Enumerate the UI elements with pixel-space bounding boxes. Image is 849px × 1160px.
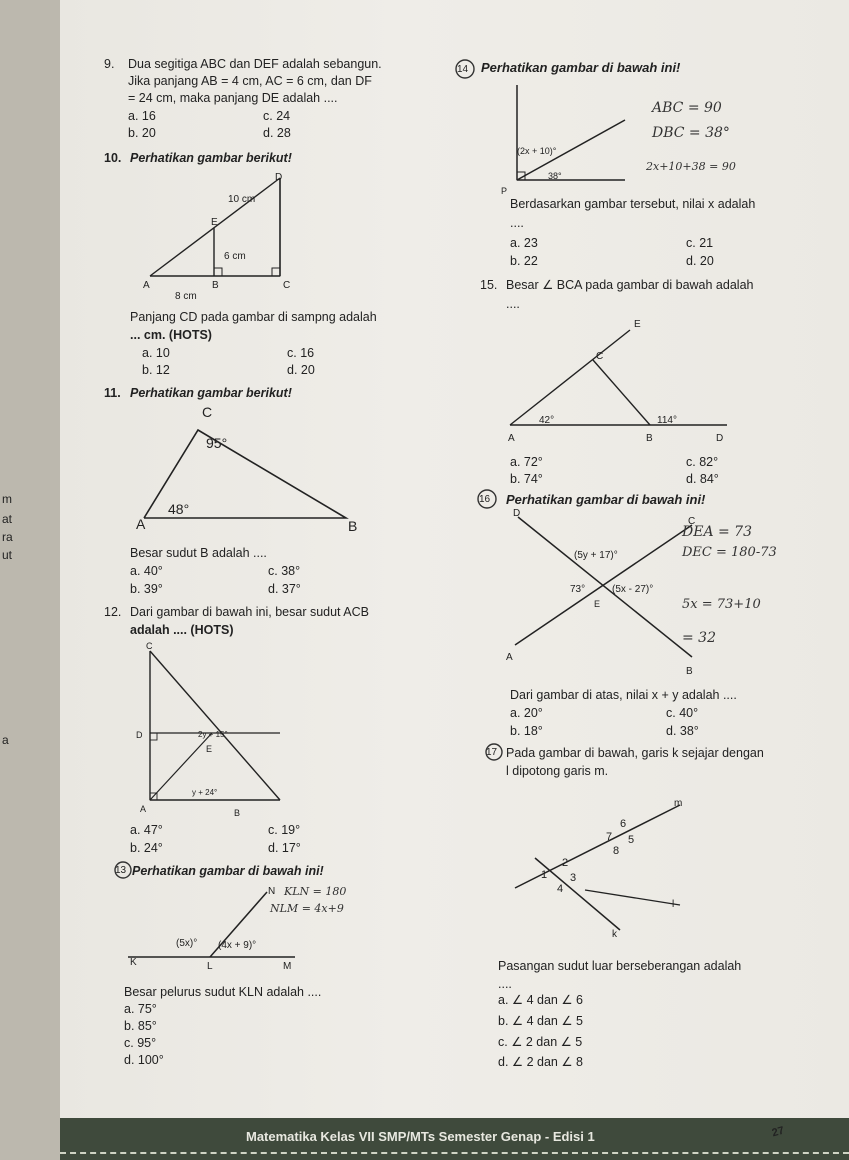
point-label: P (501, 186, 508, 196)
angle-expression: 38° (548, 171, 562, 181)
option-b[interactable]: b. ∠ 4 dan ∠ 5 (498, 1014, 583, 1028)
straight-angle-figure (125, 880, 305, 975)
vertex-label-e: E (211, 217, 218, 228)
vertex-label-e: E (634, 319, 641, 330)
question-text: Dari gambar di atas, nilai x + y adalah .... (510, 688, 737, 702)
edge-text: ut (2, 548, 13, 562)
handwritten-note: DEA = 73 (682, 524, 752, 540)
question-text: .... (510, 216, 524, 230)
option-b[interactable]: b. 20 (128, 126, 156, 140)
vertex-label-a: A (136, 516, 146, 532)
question-number: 10. (104, 151, 122, 165)
angle-label: 48° (168, 501, 190, 517)
question-title: Perhatikan gambar berikut! (130, 386, 292, 400)
vertex-label-c: C (146, 641, 153, 651)
angle-label: 95° (206, 435, 228, 451)
point-label-c: C (688, 516, 696, 527)
line-label-m: m (674, 798, 683, 809)
vertex-label-c: C (283, 280, 291, 291)
option-c[interactable]: c. 38° (268, 564, 301, 578)
option-c[interactable]: c. 82° (686, 455, 719, 469)
handwritten-note: = 32 (682, 630, 716, 646)
option-a[interactable]: a. 16 (128, 109, 156, 123)
question-text: = 24 cm, maka panjang DE adalah .... (128, 91, 338, 105)
option-d[interactable]: d. ∠ 2 dan ∠ 8 (498, 1055, 583, 1069)
question-text: l dipotong garis m. (506, 764, 609, 778)
question-title: Perhatikan gambar berikut! (130, 151, 292, 165)
point-label-l: L (207, 961, 213, 972)
vertex-label-a: A (508, 433, 515, 444)
question-number: 15. (480, 278, 498, 292)
angle-expression: (5y + 17)° (574, 550, 618, 561)
handwritten-note: ABC = 90 (652, 100, 722, 116)
option-d[interactable]: d. 17° (268, 841, 301, 855)
question-text: Dari gambar di bawah ini, besar sudut ACB (130, 605, 370, 619)
question-title: Perhatikan gambar di bawah ini! (506, 492, 706, 507)
angle-expression: (5x)° (176, 938, 198, 949)
option-b[interactable]: b. 22 (510, 254, 538, 268)
vertex-label-b: B (234, 808, 241, 818)
option-c[interactable]: c. ∠ 2 dan ∠ 5 (498, 1035, 583, 1049)
angle-number: 3 (570, 872, 577, 884)
point-label-d: D (513, 508, 521, 519)
question-text: .... (498, 977, 512, 991)
option-a[interactable]: a. 75° (124, 1002, 157, 1016)
side-length-label: 10 cm (228, 194, 256, 205)
angle-label: 114° (657, 415, 677, 426)
handwritten-note: DEC = 180-73 (682, 545, 777, 560)
page-number: 27 (770, 1124, 786, 1140)
question-text: .... (506, 297, 520, 311)
option-a[interactable]: a. 20° (510, 706, 543, 720)
angle-expression: y + 24° (192, 788, 218, 797)
option-c[interactable]: c. 95° (124, 1036, 157, 1050)
parallel-lines-figure (505, 790, 705, 940)
option-d[interactable]: d. 100° (124, 1053, 164, 1067)
option-c[interactable]: c. 40° (666, 706, 699, 720)
edge-text: ra (2, 530, 13, 544)
option-c[interactable]: c. 21 (686, 236, 714, 250)
option-b[interactable]: b. 85° (124, 1019, 157, 1033)
question-number: 11. (104, 386, 121, 400)
point-label-e: E (594, 599, 601, 609)
edge-text: at (2, 512, 13, 526)
angle-expression: (4x + 9)° (218, 940, 257, 951)
vertex-label-d: D (136, 730, 143, 740)
angle-number: 5 (628, 834, 635, 846)
option-a[interactable]: a. 47° (130, 823, 163, 837)
question-number: 13 (115, 865, 127, 876)
vertex-label-e: E (206, 744, 213, 754)
question-text: Jika panjang AB = 4 cm, AC = 6 cm, dan DF (128, 74, 372, 88)
angle-number: 6 (620, 818, 627, 830)
question-number: 12. (104, 605, 122, 619)
option-c[interactable]: c. 16 (287, 346, 315, 360)
question-text: Berdasarkan gambar tersebut, nilai x adalah (510, 197, 756, 211)
handwritten-note: 2x+10+38 = 90 (646, 160, 736, 173)
question-title: Perhatikan gambar di bawah ini! (481, 60, 681, 75)
question-number: 16 (479, 494, 491, 505)
right-angle-figure (505, 80, 645, 195)
option-d[interactable]: d. 28 (263, 126, 291, 140)
question-text: Besar ∠ BCA pada gambar di bawah adalah (506, 278, 754, 292)
intersecting-lines-figure (500, 505, 710, 675)
option-b[interactable]: b. 12 (142, 363, 170, 377)
option-a[interactable]: a. 23 (510, 236, 538, 250)
vertex-label-d: D (275, 172, 283, 183)
option-d[interactable]: d. 20 (686, 254, 714, 268)
question-number: 9. (104, 57, 115, 71)
angle-label: 73° (570, 584, 586, 595)
option-a[interactable]: a. 10 (142, 346, 170, 360)
question-number: 17 (486, 747, 498, 758)
question-text: Panjang CD pada gambar di sampng adalah (130, 310, 377, 324)
handwritten-note: KLN = 180 (284, 885, 347, 898)
angle-label: 42° (539, 415, 555, 426)
option-a[interactable]: a. ∠ 4 dan ∠ 6 (498, 993, 583, 1007)
point-label-m: M (283, 961, 292, 972)
point-label-b: B (686, 666, 693, 677)
question-text: Pada gambar di bawah, garis k sejajar dengan (506, 746, 764, 760)
question-text: Dua segitiga ABC dan DEF adalah sebangun. (128, 57, 382, 71)
edge-text: m (2, 492, 12, 506)
angle-number: 8 (613, 845, 620, 857)
option-c[interactable]: c. 19° (268, 823, 301, 837)
vertex-label-b: B (646, 433, 653, 444)
vertex-label-d: D (716, 433, 724, 444)
option-b[interactable]: b. 39° (130, 582, 163, 596)
angle-expression: (5x - 27)° (612, 584, 654, 595)
question-text: Pasangan sudut luar berseberangan adalah (498, 959, 742, 973)
vertex-label-a: A (140, 804, 147, 814)
point-label-a: A (506, 652, 513, 663)
option-d[interactable]: d. 38° (666, 724, 699, 738)
footer-dashed-line (60, 1152, 849, 1154)
option-b[interactable]: b. 24° (130, 841, 163, 855)
question-text: ... cm. (HOTS) (130, 328, 212, 342)
handwritten-note: 5x = 73+10 (682, 597, 761, 612)
line-label-k: k (612, 929, 617, 940)
angle-number: 2 (562, 857, 569, 869)
handwritten-note: DBC = 38° (652, 125, 730, 141)
point-label-k: K (130, 957, 137, 968)
vertex-label-a: A (143, 280, 150, 291)
option-b[interactable]: b. 18° (510, 724, 543, 738)
line-label-l: l (672, 899, 675, 910)
angle-number: 7 (606, 831, 613, 843)
option-d[interactable]: d. 84° (686, 472, 719, 486)
handwritten-note: NLM = 4x+9 (270, 902, 344, 915)
angle-number: 1 (541, 869, 548, 881)
vertex-label-b: B (348, 518, 358, 534)
side-length-label: 8 cm (175, 291, 197, 302)
question-number: 14 (457, 64, 469, 75)
option-d[interactable]: d. 37° (268, 582, 301, 596)
vertex-label-c: C (596, 351, 604, 362)
option-c[interactable]: c. 24 (263, 109, 291, 123)
option-a[interactable]: a. 72° (510, 455, 543, 469)
point-label-n: N (268, 886, 276, 897)
edge-text: a (2, 733, 9, 747)
question-text: Besar sudut B adalah .... (130, 546, 267, 560)
option-a[interactable]: a. 40° (130, 564, 163, 578)
angle-expression: 2y + 15° (198, 730, 228, 739)
vertex-label-b: B (212, 280, 219, 291)
vertex-label-c: C (202, 404, 213, 420)
question-title: Perhatikan gambar di bawah ini! (132, 864, 324, 878)
side-length-label: 6 cm (224, 251, 246, 262)
angle-number: 4 (557, 883, 564, 895)
previous-page-edge (0, 0, 60, 1160)
footer-title: Matematika Kelas VII SMP/MTs Semester Genap - Edisi 1 (246, 1129, 595, 1144)
question-text: Besar pelurus sudut KLN adalah .... (124, 985, 322, 999)
option-b[interactable]: b. 74° (510, 472, 543, 486)
question-text: adalah .... (HOTS) (130, 623, 234, 637)
option-d[interactable]: d. 20 (287, 363, 315, 377)
angle-expression: (2x + 10)° (517, 146, 557, 156)
